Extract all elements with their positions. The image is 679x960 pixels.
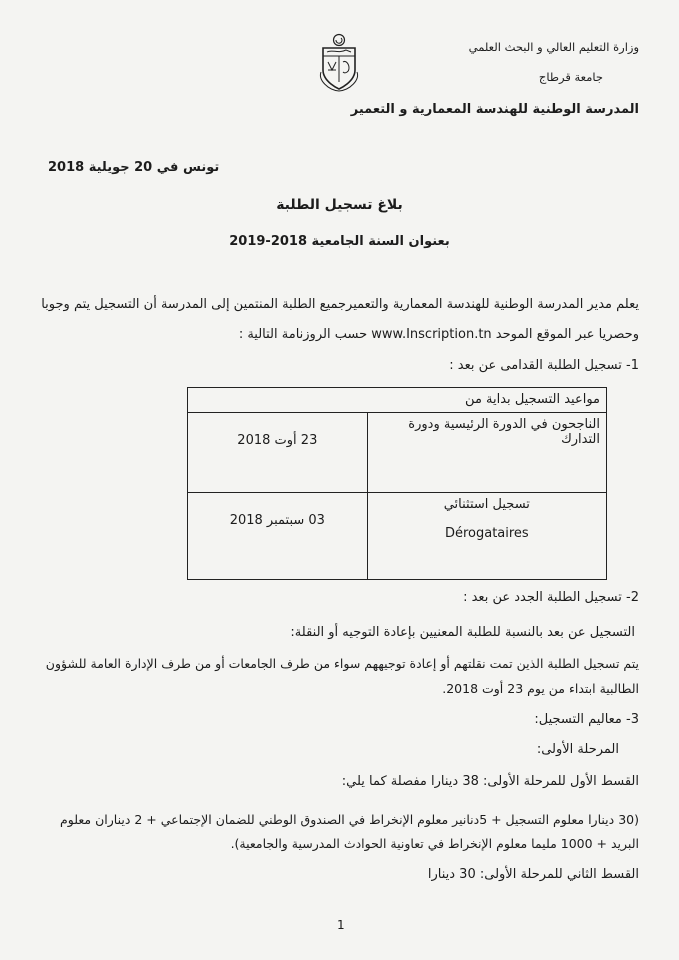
schedule-category-label: الناجحون في الدورة الرئيسية ودورة التدارك: [408, 417, 600, 447]
schedule-date-cell: 23 أوت 2018: [188, 413, 368, 493]
ministry-name: وزارة التعليم العالي و البحث العلمي: [468, 40, 639, 54]
page-number: 1: [337, 918, 345, 932]
section-2-text-1: يتم تسجيل الطلبة الذين تمت نقلتهم أو إعادة توجيههم سواء من طرف الجامعات أو من طرف الإدارة العامة للشؤون: [45, 656, 639, 671]
stage-1-fee-details-1: (30 دينارا معلوم التسجيل + 5دنانير معلوم الإنخراط في الصندوق الوطني للضمان الإجتماعي + 2 ديناران معلوم: [60, 812, 639, 827]
schedule-category-cell: [367, 413, 606, 493]
table-row: [188, 413, 607, 493]
schedule-category-sublabel: Dérogataires: [444, 526, 529, 541]
stage-1-fee-details-2: البريد + 1000 مليما معلوم الإنخراط في تعاونية الحوادث المدرسية والجامعية).: [230, 836, 639, 851]
university-name: جامعة قرطاج: [538, 70, 603, 84]
document-date: تونس في 20 جويلية 2018: [48, 160, 220, 175]
schedule-category-cell: [367, 493, 606, 580]
schedule-category-label: تسجيل استثنائي: [443, 497, 530, 512]
section-3-heading: 3- معاليم التسجيل:: [534, 712, 639, 727]
section-2-text-2: الطالبية ابتداء من يوم 23 أوت 2018.: [442, 681, 639, 696]
school-name: المدرسة الوطنية للهندسة المعمارية و التعمير: [350, 102, 639, 117]
document-subtitle: بعنوان السنة الجامعية 2018-2019: [229, 234, 450, 249]
section-1-heading: 1- تسجيل الطلبة القدامى عن بعد :: [449, 358, 639, 373]
schedule-table: [187, 387, 607, 580]
table-row: [188, 493, 607, 580]
schedule-table-header: مواعيد التسجيل بداية من: [188, 388, 607, 413]
document-title: بلاغ تسجيل الطلبة: [276, 197, 403, 213]
tunisia-coat-of-arms-icon: [318, 32, 360, 92]
stage-1-installment-2: القسط الثاني للمرحلة الأولى: 30 دينارا: [427, 867, 639, 882]
section-2-heading: 2- تسجيل الطلبة الجدد عن بعد :: [463, 590, 639, 605]
stage-1-installment-1: القسط الأول للمرحلة الأولى: 38 دينارا مفصلة كما يلي:: [341, 774, 639, 789]
intro-line-2: وحصريا عبر الموقع الموحد www.Inscription.tn حسب الروزنامة التالية :: [238, 327, 639, 342]
stage-1-label: المرحلة الأولى:: [536, 742, 619, 757]
section-2-subheading: التسجيل عن بعد بالنسبة للطلبة المعنيين بإعادة التوجيه أو النقلة:: [290, 625, 635, 640]
schedule-date-cell: 03 سبتمبر 2018: [188, 493, 368, 580]
intro-line-1: يعلم مدير المدرسة الوطنية للهندسة المعمارية والتعميرجميع الطلبة المنتمين إلى المدرسة أن التسجيل يتم وجوبا: [41, 297, 639, 312]
